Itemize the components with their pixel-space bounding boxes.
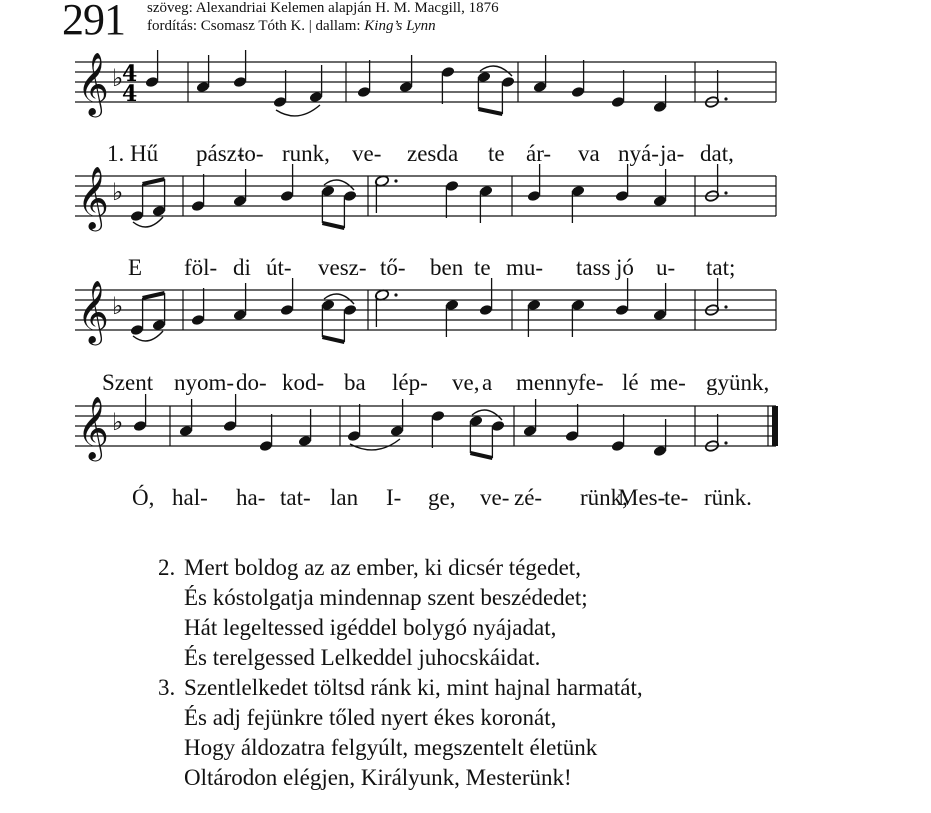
lyric-syllable: ár-	[526, 141, 552, 166]
music-system	[75, 50, 776, 166]
lyric-syllable: ve-	[352, 141, 382, 166]
lyric-syllable: jó	[616, 255, 634, 280]
quarter-note	[523, 399, 538, 437]
eighth-note	[321, 185, 336, 223]
eighth-note	[501, 76, 516, 114]
hymn-number: 291	[62, 0, 125, 44]
time-signature-top: 4	[122, 61, 138, 87]
lyric-syllable: hal-	[172, 485, 208, 510]
slur	[350, 439, 400, 450]
quarter-note	[431, 410, 446, 448]
quarter-note	[196, 55, 211, 93]
lyric-syllable: út-	[266, 255, 292, 280]
quarter-note	[445, 299, 460, 337]
lyric-syllable: nyom-	[174, 370, 235, 395]
lyric-syllable: me-	[650, 370, 686, 395]
final-barline	[772, 406, 778, 446]
quarter-note	[233, 169, 248, 207]
lyric-syllable: mu-	[506, 255, 544, 280]
lyric-syllable: ha-	[236, 485, 266, 510]
lyric-syllable: ba	[344, 370, 366, 395]
quarter-note	[179, 399, 194, 437]
lyric-syllable: lé	[622, 370, 639, 395]
quarter-note	[223, 394, 238, 432]
slur	[276, 105, 320, 116]
lyric-syllable: ja-	[660, 141, 685, 166]
verse-line: És kóstolgatja mindennap szent beszédedet;	[184, 585, 588, 610]
lyric-syllable: runk,	[282, 141, 330, 166]
quarter-note	[533, 55, 548, 93]
quarter-note	[479, 185, 494, 223]
eighth-note	[469, 415, 484, 453]
verse-line: Hát legeltessed igéddel bolygó nyájadat,	[184, 615, 557, 640]
half-note	[374, 289, 397, 327]
quarter-note	[298, 409, 313, 447]
lyric-syllable: kod-	[282, 370, 325, 395]
lyric-syllable: Ó,	[132, 485, 155, 510]
eighth-note	[152, 293, 167, 331]
quarter-note	[191, 174, 206, 212]
dot	[394, 179, 397, 182]
treble-clef-icon: 𝄞	[77, 280, 109, 343]
quarter-note	[273, 70, 288, 108]
music-system	[75, 164, 776, 280]
eighth-note	[343, 304, 358, 342]
beam	[322, 223, 344, 228]
quarter-note	[527, 164, 542, 202]
quarter-note	[145, 50, 160, 88]
music-system	[75, 394, 778, 510]
text-credit: szöveg: Alexandriai Kelemen alapján H. M. Macgill, 1876	[147, 0, 499, 16]
quarter-note	[357, 60, 372, 98]
lyric-syllable: ben	[430, 255, 464, 280]
lyric-syllable: to-	[238, 141, 264, 166]
quarter-note	[611, 70, 626, 108]
quarter-note	[571, 185, 586, 223]
quarter-note	[527, 299, 542, 337]
quarter-note	[191, 288, 206, 326]
translation-credit-text: fordítás: Csomasz Tóth K. | dallam:	[147, 18, 365, 34]
quarter-note	[571, 60, 586, 98]
lyric-syllable: menny	[516, 370, 579, 395]
lyric-syllable: pász-	[196, 141, 245, 166]
eighth-note	[491, 420, 506, 458]
quarter-note	[479, 278, 494, 316]
verse-line: Mert boldog az az ember, ki dicsér tégedet,	[184, 555, 581, 580]
eighth-note	[130, 298, 145, 336]
quarter-note	[441, 66, 456, 104]
beam	[478, 109, 502, 114]
flat-icon: ♭	[112, 408, 124, 436]
lyric-syllable: di	[233, 255, 251, 280]
quarter-note	[390, 399, 405, 437]
beam	[322, 337, 344, 342]
lyric-syllable: ge,	[428, 485, 456, 510]
quarter-note	[653, 283, 668, 321]
quarter-note	[445, 180, 460, 218]
lyric-syllable: gyünk,	[706, 370, 770, 395]
verse-2	[158, 553, 643, 673]
lyric-syllable: lan	[330, 485, 359, 510]
lyric-syllable: zé-	[514, 485, 543, 510]
lyric-syllable: 1. Hű	[107, 141, 159, 166]
beam	[143, 179, 165, 184]
lyric-syllable: va	[578, 141, 600, 166]
lyric-syllable: E	[128, 255, 143, 280]
lyric-syllable: tass	[576, 255, 611, 280]
quarter-note	[615, 164, 630, 202]
quarter-note	[611, 414, 626, 452]
dot	[394, 293, 397, 296]
verse-number: 3.	[158, 675, 176, 700]
verse-number: 2.	[158, 555, 176, 580]
lyric-syllable: rünk,	[580, 485, 628, 510]
lyric-syllable: a	[482, 370, 493, 395]
lyric-syllable: zesd	[407, 141, 448, 166]
quarter-note	[259, 414, 274, 452]
lyric-syllable: ve,	[452, 370, 480, 395]
quarter-note	[133, 394, 148, 432]
lyric-syllable: föl-	[184, 255, 218, 280]
lyric-syllable: tő-	[380, 255, 406, 280]
lyric-syllable: do-	[236, 370, 267, 395]
lyric-syllable: te	[488, 141, 505, 166]
flat-icon: ♭	[112, 292, 124, 320]
tune-name: King’s Lynn	[364, 18, 436, 34]
dot	[724, 305, 727, 308]
dot	[724, 441, 727, 444]
lyric-syllable: te-	[664, 485, 689, 510]
eighth-note	[321, 299, 336, 337]
eighth-note	[343, 190, 358, 228]
lyric-syllable: tat-	[280, 485, 311, 510]
quarter-note	[347, 404, 362, 442]
beam	[470, 453, 492, 458]
beam	[143, 293, 165, 298]
lyric-syllable: vesz-	[318, 255, 367, 280]
lyric-syllable: fe-	[578, 370, 604, 395]
quarter-note	[280, 164, 295, 202]
verse-line: Oltárodon elégjen, Királyunk, Mesterünk!	[184, 765, 572, 790]
treble-clef-icon: 𝄞	[77, 52, 109, 115]
lyric-syllable: nyá-	[618, 141, 659, 166]
quarter-note	[653, 169, 668, 207]
treble-clef-icon: 𝄞	[77, 396, 109, 459]
lyric-syllable: I-	[386, 485, 402, 510]
time-signature-bottom: 4	[122, 81, 138, 107]
music-system	[75, 278, 776, 395]
lyric-syllable: Szent	[102, 370, 154, 395]
lyric-syllable: tat;	[706, 255, 736, 280]
quarter-note	[233, 50, 248, 88]
quarter-note	[309, 65, 324, 103]
quarter-note	[565, 404, 580, 442]
verse-line: És terelgessed Lelkeddel juhocskáidat.	[184, 645, 541, 670]
quarter-note	[399, 55, 414, 93]
flat-icon: ♭	[112, 178, 124, 206]
eighth-note	[152, 179, 167, 217]
lyric-syllable: a	[448, 141, 459, 166]
verses-block	[158, 553, 643, 793]
verse-line: Hogy áldozatra felgyúlt, megszentelt életünk	[184, 735, 598, 760]
quarter-note	[653, 419, 668, 457]
quarter-note	[615, 278, 630, 316]
treble-clef-icon: 𝄞	[77, 166, 109, 229]
lyric-syllable: te	[474, 255, 491, 280]
lyric-syllable: lép-	[392, 370, 428, 395]
dot	[724, 191, 727, 194]
verse-line: Szentlelkedet töltsd ránk ki, mint hajnal harmatát,	[184, 675, 643, 700]
eighth-note	[477, 71, 492, 109]
quarter-note	[233, 283, 248, 321]
lyric-syllable: u-	[656, 255, 676, 280]
lyric-syllable: rünk.	[704, 485, 752, 510]
eighth-note	[130, 184, 145, 222]
quarter-note	[571, 299, 586, 337]
flat-icon: ♭	[112, 64, 124, 92]
lyric-syllable: Mes-	[618, 485, 666, 510]
verse-line: És adj fejünkre tőled nyert ékes koronát,	[184, 705, 557, 730]
half-note	[374, 175, 397, 213]
verse-3	[158, 673, 643, 793]
dot	[724, 97, 727, 100]
quarter-note	[280, 278, 295, 316]
lyric-syllable: ve-	[480, 485, 510, 510]
quarter-note	[653, 75, 668, 113]
lyric-syllable: dat,	[700, 141, 734, 166]
